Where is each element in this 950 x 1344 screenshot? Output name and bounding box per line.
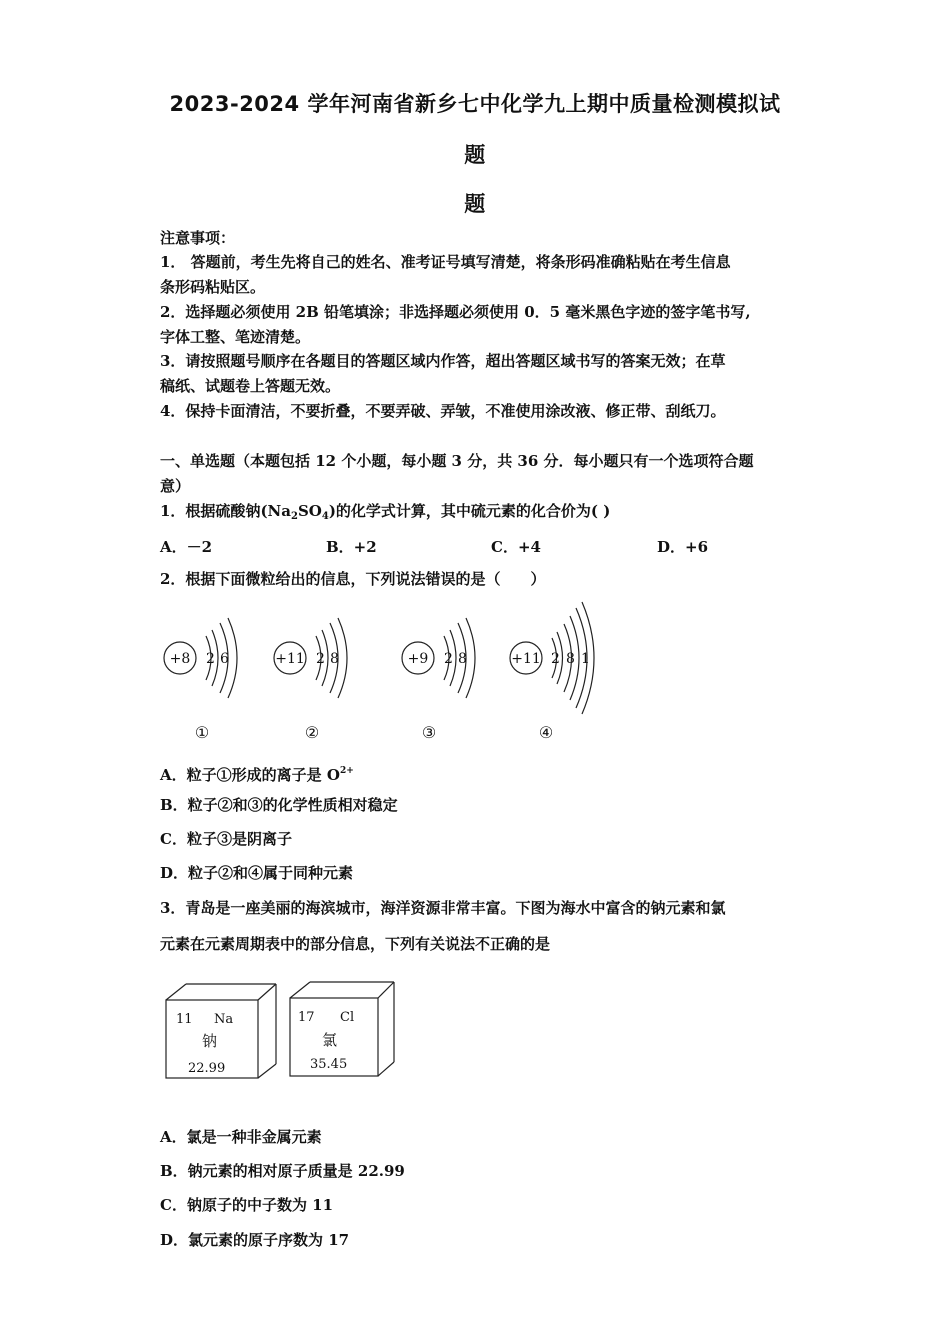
particle-4-shell-2: 8 <box>566 651 575 667</box>
particle-4-label: ④ <box>538 723 554 742</box>
notice-line: 字体工整、笔迹清楚。 <box>160 328 311 346</box>
particle-1-nucleus: +8 <box>169 651 191 667</box>
q2-option-c: C．粒子③是阴离子 <box>160 830 292 848</box>
particle-1-shell-1: 2 <box>206 651 215 667</box>
particle-1-shell-2: 6 <box>220 651 229 667</box>
q1-option-b: B．+2 <box>326 538 377 556</box>
q3-option-b: B．钠元素的相对原子质量是 22.99 <box>160 1162 405 1180</box>
sodium-name: 钠 <box>202 1032 218 1050</box>
q3-option-d: D．氯元素的原子序数为 17 <box>160 1231 350 1249</box>
q3-option-a: A．氯是一种非金属元素 <box>160 1128 322 1146</box>
page-title: 2023-2024 学年河南省新乡七中化学九上期中质量检测模拟试 <box>169 92 781 116</box>
notice-line: 3．请按照题号顺序在各题目的答题区域内作答，超出答题区域书写的答案无效；在草 <box>160 352 726 370</box>
particle-2-nucleus: +11 <box>275 651 305 667</box>
page-title-wrap: 题 <box>464 143 486 167</box>
q2-option-a: A．粒子①形成的离子是 $O^{2+}$ <box>160 766 354 784</box>
q1-option-d: D．+6 <box>657 538 709 556</box>
q1-option-a: A．－2 <box>160 538 213 556</box>
q1-stem: 1．根据硫酸钠$(Na_2SO_4)$的化学式计算，其中硫元素的化合价为( ) <box>160 502 611 522</box>
chlorine-atomic-mass: 35.45 <box>310 1057 348 1072</box>
section-heading: 一、单选题（本题包括 12 个小题，每小题 3 分，共 36 分．每小题只有一个选项符合题 <box>160 452 754 470</box>
notice-line: 2．选择题必须使用 2B 铅笔填涂；非选择题必须使用 0．5 毫米黑色字迹的签字笔书写, <box>160 303 751 321</box>
notice-line: 4．保持卡面清洁，不要折叠，不要弄破、弄皱，不准使用涂改液、修正带、刮纸刀。 <box>160 402 726 420</box>
sodium-atomic-mass: 22.99 <box>188 1061 226 1076</box>
particle-3-nucleus: +9 <box>407 651 429 667</box>
q3-stem: 3．青岛是一座美丽的海滨城市，海洋资源非常丰富。下图为海水中富含的钠元素和氯 <box>160 899 726 917</box>
page-title-wrap-2: 题 <box>464 192 486 216</box>
q2-option-b: B．粒子②和③的化学性质相对稳定 <box>160 796 398 814</box>
particle-3-label: ③ <box>421 723 437 742</box>
particle-2-shell-arc <box>338 618 347 698</box>
q2-stem: 2．根据下面微粒给出的信息，下列说法错误的是（ ） <box>160 570 546 588</box>
particle-2-shell-1: 2 <box>316 651 325 667</box>
chlorine-symbol: Cl <box>340 1010 355 1025</box>
notice-line: 稿纸、试题卷上答题无效。 <box>160 377 341 395</box>
q3-option-c: C．钠原子的中子数为 11 <box>160 1196 334 1214</box>
q2-option-d: D．粒子②和④属于同种元素 <box>160 864 354 882</box>
particle-1-label: ① <box>194 723 210 742</box>
particle-4-nucleus: +11 <box>511 651 541 667</box>
particle-2-label: ② <box>304 723 320 742</box>
notice-heading: 注意事项： <box>160 229 236 247</box>
section-heading-wrap: 意） <box>160 477 191 495</box>
particle-4-shell-3: 1 <box>581 651 590 667</box>
particle-3-shell-2: 8 <box>458 651 467 667</box>
sodium-symbol: Na <box>214 1012 234 1027</box>
notice-line: 条形码粘贴区。 <box>160 278 266 296</box>
chlorine-name: 氯 <box>322 1031 338 1049</box>
q1-option-c: C．+4 <box>491 538 541 556</box>
particle-1-shell-arc <box>228 618 237 698</box>
sodium-atomic-number: 11 <box>176 1012 193 1027</box>
q3-stem-wrap: 元素在元素周期表中的部分信息，下列有关说法不正确的是 <box>160 935 551 953</box>
particle-4-shell-1: 2 <box>551 651 560 667</box>
particle-3-shell-1: 2 <box>444 651 453 667</box>
particle-3-shell-arc <box>466 618 475 698</box>
notice-line: 1． 答题前，考生先将自己的姓名、准考证号填写清楚，将条形码准确粘贴在考生信息 <box>160 253 731 271</box>
element-cards-figure <box>160 978 400 1088</box>
particle-2-shell-2: 8 <box>330 651 339 667</box>
atom-structure-diagrams <box>150 596 610 756</box>
chlorine-atomic-number: 17 <box>298 1010 315 1025</box>
